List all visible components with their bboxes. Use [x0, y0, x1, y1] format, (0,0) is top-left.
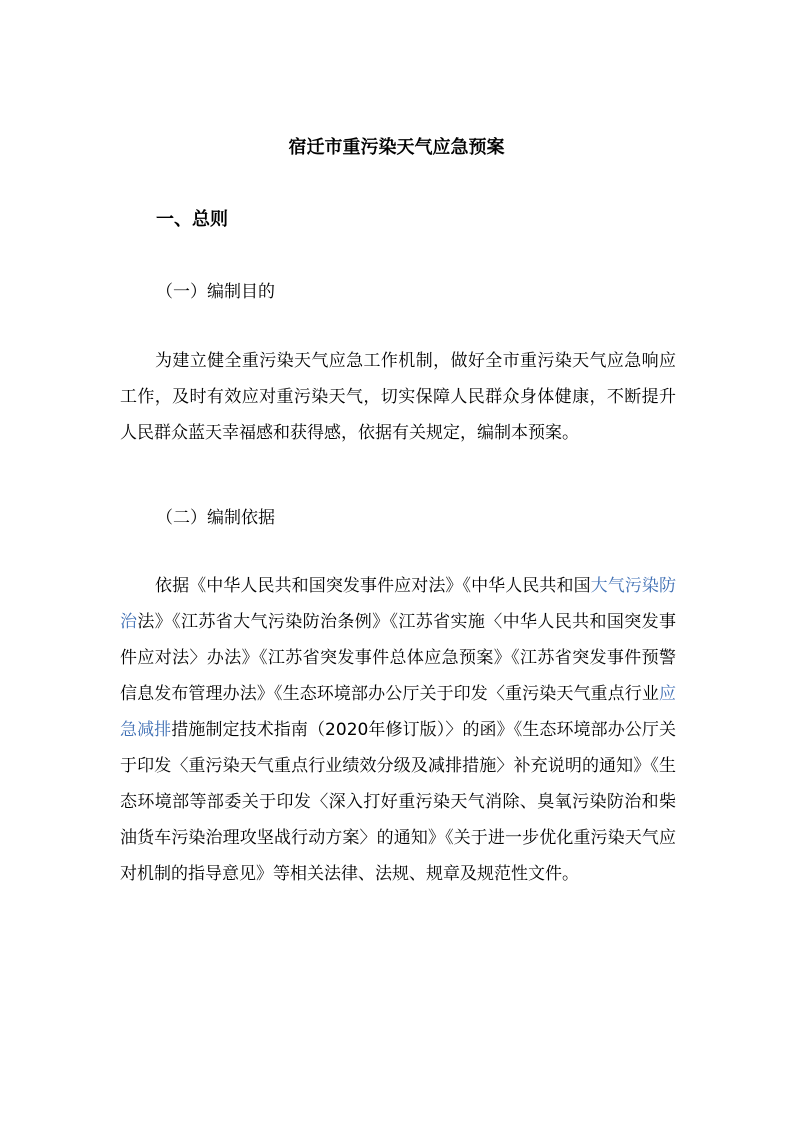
subheading-purpose: （一）编制目的	[156, 282, 275, 302]
basis-text-part-2: 法》《江苏省大气污染防治条例》《江苏省实施〈中华人民共和国突发事件应对法〉办法》《江苏省突发事件总体应急预案》《江苏省突发事件预警信息发布管理办法》《生态环境部办公厅关于印发〈重污染天气重点行业	[120, 612, 676, 704]
basis-text-part-3: 措施制定技术指南（2020年修订版）〉的函》《生态环境部办公厅关于印发〈重污染天气重点行业绩效分级及减排措施〉补充说明的通知》《生态环境部等部委关于印发〈深入打好重污染天气消除、臭氧污染防治和柴油货车污染治理攻坚战行动方案〉的通知》《关于进一步优化重污染天气应对机制的指导意见》等相关法律、法规、规章及规范性文件。	[120, 720, 676, 884]
link-emergency-emission-reduction[interactable]: 应急减排	[120, 684, 676, 740]
document-title: 宿迁市重污染天气应急预案	[288, 137, 505, 158]
paragraph-purpose: 为建立健全重污染天气应急工作机制，做好全市重污染天气应急响应工作，及时有效应对重污染天气，切实保障人民群众身体健康，不断提升人民群众蓝天幸福感和获得感，依据有关规定，编制本预案。	[120, 351, 676, 443]
section-heading-general: 一、总则	[156, 209, 228, 230]
link-air-pollution-prevention[interactable]: 大气污染防治	[120, 576, 677, 632]
subheading-basis: （二）编制依据	[156, 508, 275, 528]
paragraph-basis	[120, 568, 676, 892]
basis-text-part-1: 依据《中华人民共和国突发事件应对法》《中华人民共和国	[155, 576, 591, 596]
